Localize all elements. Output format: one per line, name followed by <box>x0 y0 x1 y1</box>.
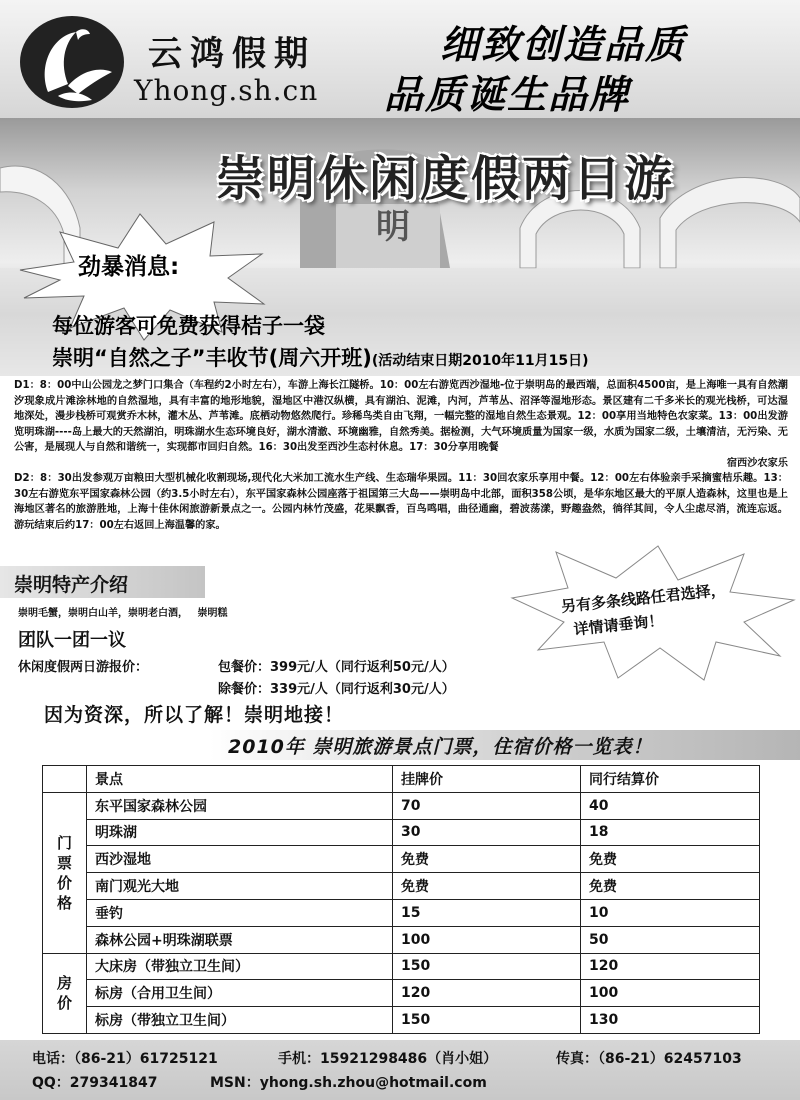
price-table <box>42 765 760 1034</box>
agent-price-cell: 120 <box>581 953 760 980</box>
specialties-list: 崇明毛蟹，崇明白山羊，崇明老白酒， 崇明糕 <box>18 608 228 619</box>
mobile-number: 手机：15921298486（肖小姐） <box>278 1051 498 1067</box>
price-with-meals: 包餐价：399元/人（同行返利50元/人） <box>218 660 455 675</box>
slogan-line-1: 细致创造品质 <box>440 23 687 68</box>
msn-address: MSN：yhong.sh.zhou@hotmail.com <box>210 1075 487 1091</box>
table-row <box>43 819 760 846</box>
day-1-text: D1：8：00中山公园龙之梦门口集合（车程约2小时左右），车游上海长江隧桥。10：00左右游览西沙湿地-位于崇明岛的最西端，总面积4500亩，是上海唯一具有自然潮汐现象成片滩涂林地的自然湿地，具有丰富的地形地貌，湿地区中港汉纵横，具有湖泊、泥滩，内河，芦苇丛、沼泽等湿地形态。景区建有二千多米长的观光栈桥，可达湿地深处，漫步栈桥可观赏乔木林，灌木丛、芦苇滩。底栖动物悠然爬行。珍稀鸟类自由飞翔，一幅完整的湿地自然生态景观。12：00享用当地特色农家菜。13：00出发游览明珠湖----岛上最大的天然湖泊，明珠湖水生态环境良好，湖水清澈、环境幽雅，自然秀美。据检测，大气环境质量为国家一级，水质为国家二级，土壤清洁，无污染、无公害，是展现人与自然和谐统一，实现都市回归自然。16：30出发至西沙生态村休息。17：30分享用晚餐 <box>14 380 788 453</box>
table-header-row <box>43 766 760 793</box>
agent-price-cell: 40 <box>581 792 760 819</box>
banner <box>0 118 800 376</box>
item-name-cell: 垂钓 <box>87 899 393 926</box>
agent-price-cell: 免费 <box>581 873 760 900</box>
callout-line-2: 详情请垂询！ <box>572 611 665 639</box>
tour-title: 崇明休闲度假两日游 <box>216 151 676 207</box>
list-price-cell: 免费 <box>393 846 581 873</box>
item-name-cell: 明珠湖 <box>87 819 393 846</box>
item-name-cell: 东平国家森林公园 <box>87 792 393 819</box>
price-label: 休闲度假两日游报价： <box>18 660 149 675</box>
event-end-date: (活动结束日期2010年11月15日) <box>371 353 589 369</box>
price-without-meals: 除餐价：339元/人（同行返利30元/人） <box>218 682 455 697</box>
lodging-note: 宿西沙农家乐 <box>726 457 788 469</box>
list-price-cell: 70 <box>393 792 581 819</box>
item-name-cell: 南门观光大地 <box>87 873 393 900</box>
promo-line-1: 每位游客可免费获得桔子一袋 <box>52 314 325 338</box>
specialties-title: 崇明特产介绍 <box>14 574 129 596</box>
item-name-cell: 西沙湿地 <box>87 846 393 873</box>
item-name-cell: 森林公园+明珠湖联票 <box>87 926 393 953</box>
agent-price-cell: 100 <box>581 980 760 1007</box>
column-header: 景点 <box>87 766 393 793</box>
list-price-cell: 免费 <box>393 873 581 900</box>
item-name-cell: 标房（带独立卫生间） <box>87 1007 393 1034</box>
list-price-cell: 150 <box>393 953 581 980</box>
qq-number: QQ：279341847 <box>32 1075 158 1091</box>
list-price-cell: 100 <box>393 926 581 953</box>
table-row <box>43 899 760 926</box>
phone-number: 电话：（86-21）61725121 <box>32 1051 218 1067</box>
price-list-title: 2010年 崇明旅游景点门票，住宿价格一览表！ <box>228 736 653 758</box>
table-row <box>43 1007 760 1034</box>
list-price-cell: 30 <box>393 819 581 846</box>
item-name-cell: 标房（合用卫生间） <box>87 980 393 1007</box>
item-name-cell: 大床房（带独立卫生间） <box>87 953 393 980</box>
table-row <box>43 846 760 873</box>
agent-price-cell: 10 <box>581 899 760 926</box>
brand-name: 云鸿假期 <box>148 34 316 74</box>
header <box>0 0 800 118</box>
day-2-text: D2：8：30出发参观万亩粮田大型机械化收割现场,现代化大米加工流水生产线、生态瑞华果园。11：30回农家乐享用中餐。12：00左右体验亲手采摘蜜桔乐趣。13：30左右游览东平国家森林公园（约3.5小时左右），东平国家森林公园座落于祖国第三大岛——崇明岛中北部，面积358公顷，是华东地区最大的平原人造森林，这里也是上海地区著名的旅游胜地，上海十佳休闲旅游新景点之一。公园内林竹茂盛，花果飘香，百鸟鸣唱，曲径通幽，碧波荡漾，野趣盎然，徜徉其间，令人尘虑尽消，流连忘返。游玩结束后约17：00左右返回上海温馨的家。 <box>14 473 788 531</box>
list-price-cell: 15 <box>393 899 581 926</box>
slogan-line-2: 品质诞生品牌 <box>384 73 631 118</box>
itinerary <box>14 378 788 533</box>
column-header: 同行结算价 <box>581 766 760 793</box>
table-row <box>43 926 760 953</box>
side-header-cell <box>43 766 87 793</box>
festival-name: 崇明“自然之子”丰收节(周六开班) <box>52 346 372 370</box>
callout-line-1: 另有多条线路任君选择， <box>560 580 727 616</box>
fax-number: 传真：（86-21）62457103 <box>556 1051 742 1067</box>
table-row <box>43 980 760 1007</box>
ticket-price-label: 门票价格 <box>43 792 87 953</box>
agent-price-cell: 130 <box>581 1007 760 1034</box>
swan-logo-icon <box>18 14 126 110</box>
table-row <box>43 873 760 900</box>
agent-price-cell: 50 <box>581 926 760 953</box>
group-title: 团队一团一议 <box>18 630 126 651</box>
svg-text:明: 明 <box>376 207 410 247</box>
list-price-cell: 150 <box>393 1007 581 1034</box>
table-row <box>43 953 760 980</box>
hot-news-label: 劲暴消息: <box>78 254 180 280</box>
promo-line-2 <box>52 342 589 372</box>
agent-price-cell: 免费 <box>581 846 760 873</box>
table-row <box>43 792 760 819</box>
room-price-label: 房价 <box>43 953 87 1033</box>
list-price-cell: 120 <box>393 980 581 1007</box>
column-header: 挂牌价 <box>393 766 581 793</box>
agent-price-cell: 18 <box>581 819 760 846</box>
brand-url: Yhong.sh.cn <box>134 74 319 107</box>
tagline: 因为资深，所以了解！崇明地接！ <box>44 704 345 726</box>
